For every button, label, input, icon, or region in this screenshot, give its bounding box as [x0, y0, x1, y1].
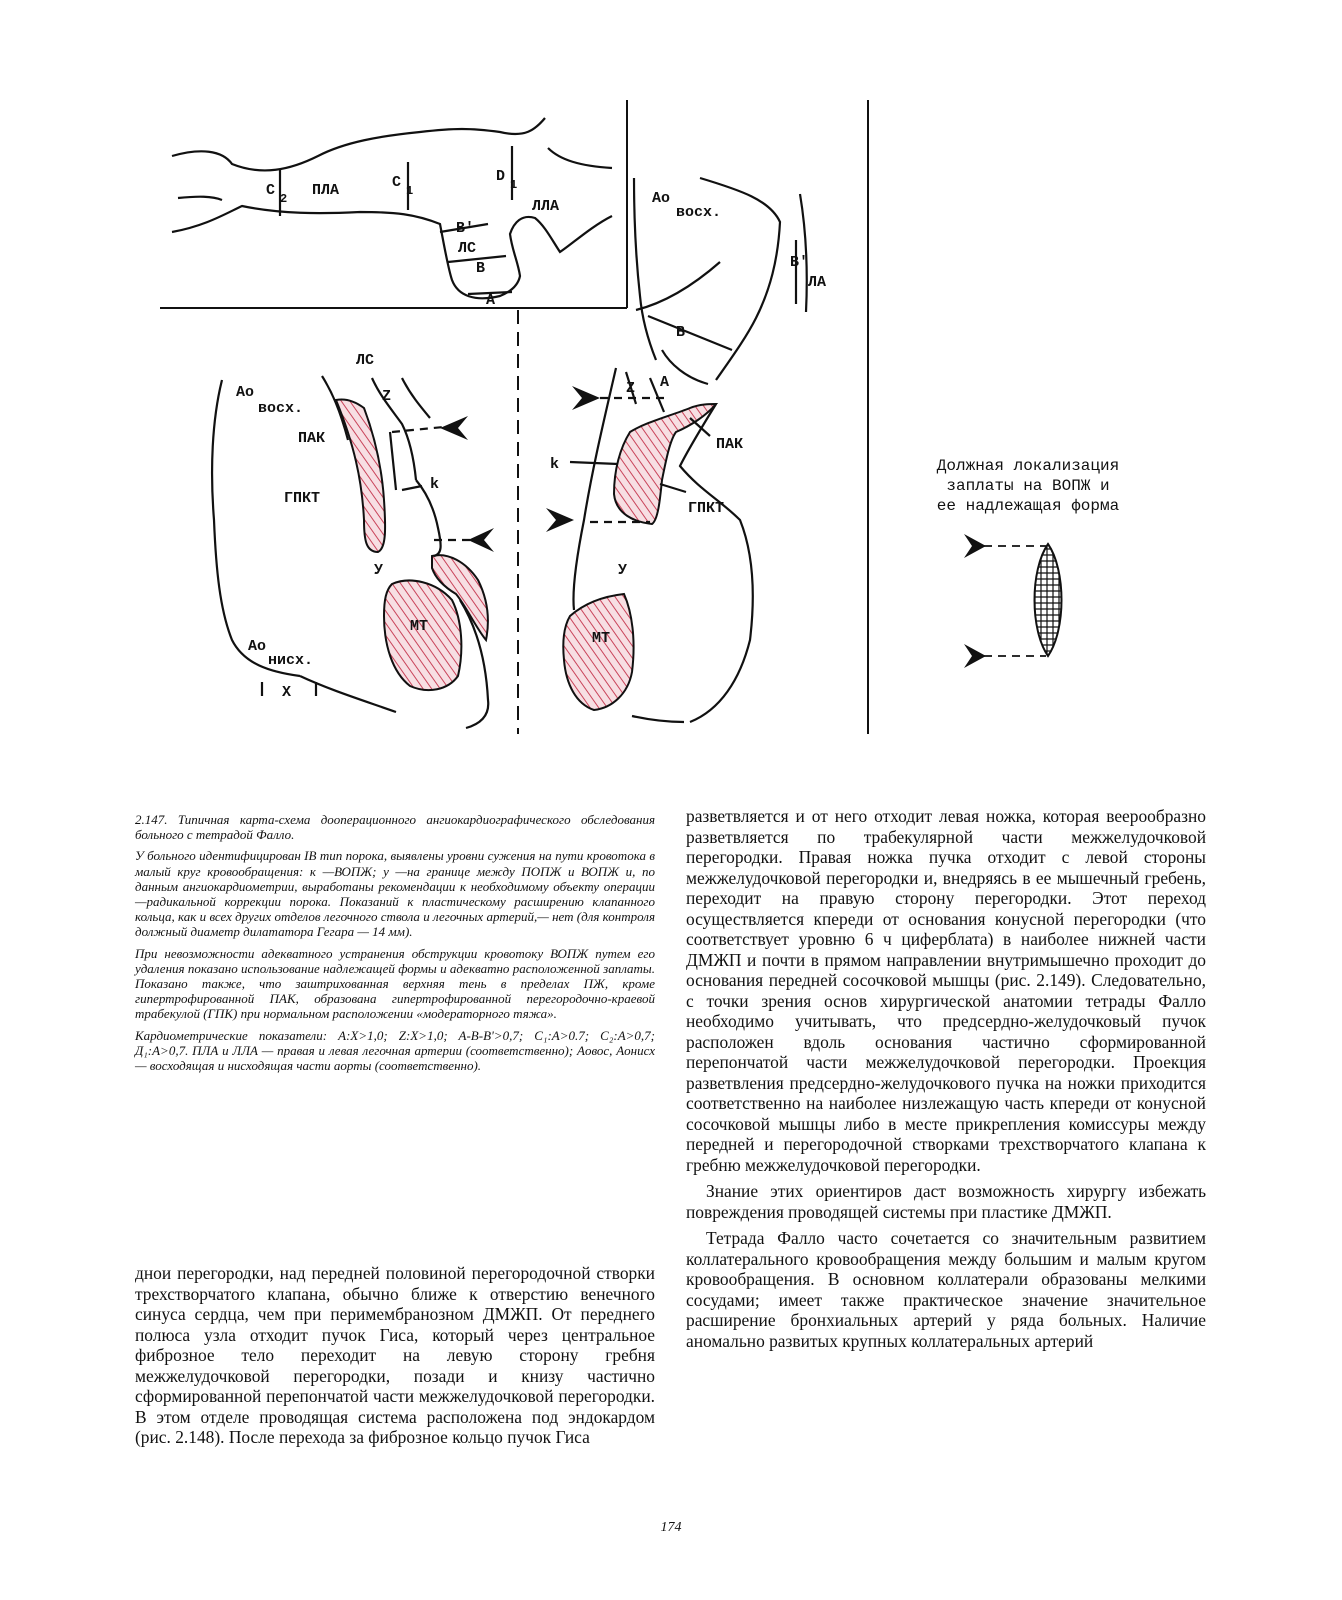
body-paragraph: Тетрада Фалло часто сочетается со значительным развитием коллатерального кровообращения между большим и малым кругом кровообращения. В основном коллатерали образованы мелкими сосудами; имеет также практическое значение значительное расширение бронхиальных артерий у ряда больных. Наличие аномально развитых крупных коллатеральных артерий — [686, 1228, 1206, 1351]
svg-text:B': B' — [456, 220, 475, 237]
svg-text:МТ: МТ — [592, 630, 611, 647]
body-paragraph: разветвляется и от него отходит левая ножка, которая веерообразно разветвляется по трабекулярной части межжелудочковой перегородки. Правая ножка пучка отходит с левой стороны межжелудочковой перегородки и, внедряясь в ее мышечный гребень, переходит на правую сторону перегородки. Этот переход осуществляется кпереди от основания конусной перегородки (что соответствует уровню 6 ч циферблата) в наиболее нижней части ДМЖП и почти в прямом направлении внутримышечно проходит до основания передней сосочковой мышцы (рис. 2.149). Следовательно, с точки зрения основ хирургической анатомии тетрады Фалло необходимо учитывать, что предсердно-желудочковый пучок расположен вдоль основания частично сформированной перепончатой части межжелудочковой перегородки. Проекция разветвления предсердно-желудочкового пучка на ножки приходится соответственно на наиболее низлежащую часть кпереди от конусной сосочковой мышцы либо в месте прикрепления комиссуры между передней и перегородочной створками трехстворчатого клапана к гребню межжелудочковой перегородки. — [686, 806, 1206, 1175]
svg-text:Z: Z — [382, 388, 392, 405]
papillary-muscle-mt — [384, 581, 461, 691]
note-line-2: заплаты на ВОПЖ и — [946, 477, 1110, 495]
body-paragraph: Знание этих ориентиров даст возможность хирургу избежать повреждения проводящей системы при пластике ДМЖП. — [686, 1181, 1206, 1222]
arrow-bottom-note — [964, 644, 986, 668]
top-right-labels — [652, 190, 826, 341]
svg-text:У: У — [618, 562, 628, 579]
svg-text:1: 1 — [406, 184, 414, 198]
figure-caption — [135, 812, 655, 1079]
svg-text:ЛА: ЛА — [808, 274, 827, 291]
body-column-left — [135, 1263, 655, 1454]
svg-text:нисх.: нисх. — [268, 652, 314, 669]
caption-paragraph: При невозможности адекватного устранения обструкции кровотоку ВОПЖ путем его удаления показано использование надлежащей формы и адекватно расположенной заплаты. Показано также, что заштрихованная верхняя тень в пределах ПЖ, кроме гипертрофированной ПАК, образована гипертрофированной перегородочно-краевой трабекулой (ГПК) при нормальном расположении «модераторного тяжа». — [135, 945, 655, 1022]
page-number: 174 — [660, 1520, 682, 1535]
svg-text:восх.: восх. — [676, 204, 722, 221]
svg-text:Ao: Ao — [248, 638, 267, 655]
patch-shape — [1035, 544, 1062, 656]
body-column-right — [686, 806, 1206, 1357]
body-paragraph: днои перегородки, над передней половиной перегородочной створки трехстворчатого клапана, обычно ближе к отверстию венечного синуса сердца, чем при перимембранозном ДМЖП. От переднего полюса узла отходит пучок Гиса, который через центральное фиброзное тело переходит на левую сторону гребня межжелудочковой перегородки, позади и книзу частично сформированной перепончатой части межжелудочковой перегородки. В этом отделе проводящая система расположена под эндокардом (рис. 2.148). После перехода за фиброзное кольцо пучок Гиса — [135, 1263, 655, 1447]
svg-text:ГПКТ: ГПКТ — [688, 500, 725, 517]
patch-note — [937, 457, 1120, 668]
svg-text:ПЛА: ПЛА — [312, 182, 340, 199]
svg-text:A: A — [660, 374, 670, 391]
arrow-top-bm — [572, 386, 600, 410]
svg-text:У: У — [374, 562, 384, 579]
svg-text:ЛС: ЛС — [356, 352, 375, 369]
note-line-1: Должная локализация — [936, 457, 1120, 475]
svg-text:C: C — [266, 182, 276, 199]
svg-text:D: D — [496, 168, 506, 185]
caption-title: 2.147. Типичная карта-схема дооперационного ангиокардиографического обследования больного с тетрадой Фалло. — [135, 812, 655, 843]
svg-text:2: 2 — [280, 192, 288, 206]
svg-text:k: k — [430, 476, 440, 493]
top-left-labels — [266, 168, 559, 309]
arrow-bottom-bl — [468, 528, 494, 552]
svg-text:восх.: восх. — [258, 400, 304, 417]
caption-paragraph: Кардиометрические показатели: A:X>1,0; Z:X>1,0; A-B-B'>0,7; C₁:A>0.7; C₂:A>0,7; Д₁:A>0,7. ПЛА и ЛЛА — правая и левая легочная артерии (соответственно); Aoвос, Aoнисх— восходящая и нисходящая части аорты (соответственно). — [135, 1027, 655, 1074]
svg-text:B': B' — [790, 254, 809, 271]
arrow-bottom-bm — [546, 508, 574, 532]
bottom-middle-diagram — [546, 350, 753, 722]
caption-paragraph: У больного идентифицирован IB тип порока, выявлены уровни сужения на пути кровотока в малый круг кровообращения: к —ВОПЖ; у —на границе между ПОПЖ и ВОПЖ и, по данным ангиокардиометрии, выработаны рекомендации к необходимому объекту операции—радикальной коррекции порока. Показаний к пластическому расширению клапанного кольца, как и всех других отделов легочного ствола и легочных артерий,— нет (для контроля должный диаметр дилататора Гегара — 14 мм). — [135, 848, 655, 940]
figure-2-147 — [0, 0, 1342, 770]
svg-text:Z: Z — [626, 380, 636, 397]
svg-text:Ao: Ao — [236, 384, 255, 401]
svg-text:A: A — [486, 292, 496, 309]
papillary-muscle-mt-2 — [563, 594, 633, 710]
svg-text:1: 1 — [510, 178, 518, 192]
svg-text:B: B — [476, 260, 486, 277]
arrow-top-bl — [440, 416, 468, 440]
note-line-3: ее надлежащая форма — [936, 497, 1120, 515]
svg-text:X: X — [282, 684, 292, 701]
svg-text:МТ: МТ — [410, 618, 429, 635]
svg-text:B: B — [676, 324, 686, 341]
svg-text:ГПКТ: ГПКТ — [284, 490, 321, 507]
svg-text:C: C — [392, 174, 402, 191]
bottom-left-diagram — [212, 376, 494, 728]
svg-text:ЛС: ЛС — [458, 240, 477, 257]
svg-text:ПАК: ПАК — [298, 430, 326, 447]
svg-text:k: k — [550, 456, 560, 473]
svg-text:Ao: Ao — [652, 190, 671, 207]
svg-text:ПАК: ПАК — [716, 436, 744, 453]
svg-text:ЛЛА: ЛЛА — [532, 198, 560, 215]
arrow-top-note — [964, 534, 986, 558]
